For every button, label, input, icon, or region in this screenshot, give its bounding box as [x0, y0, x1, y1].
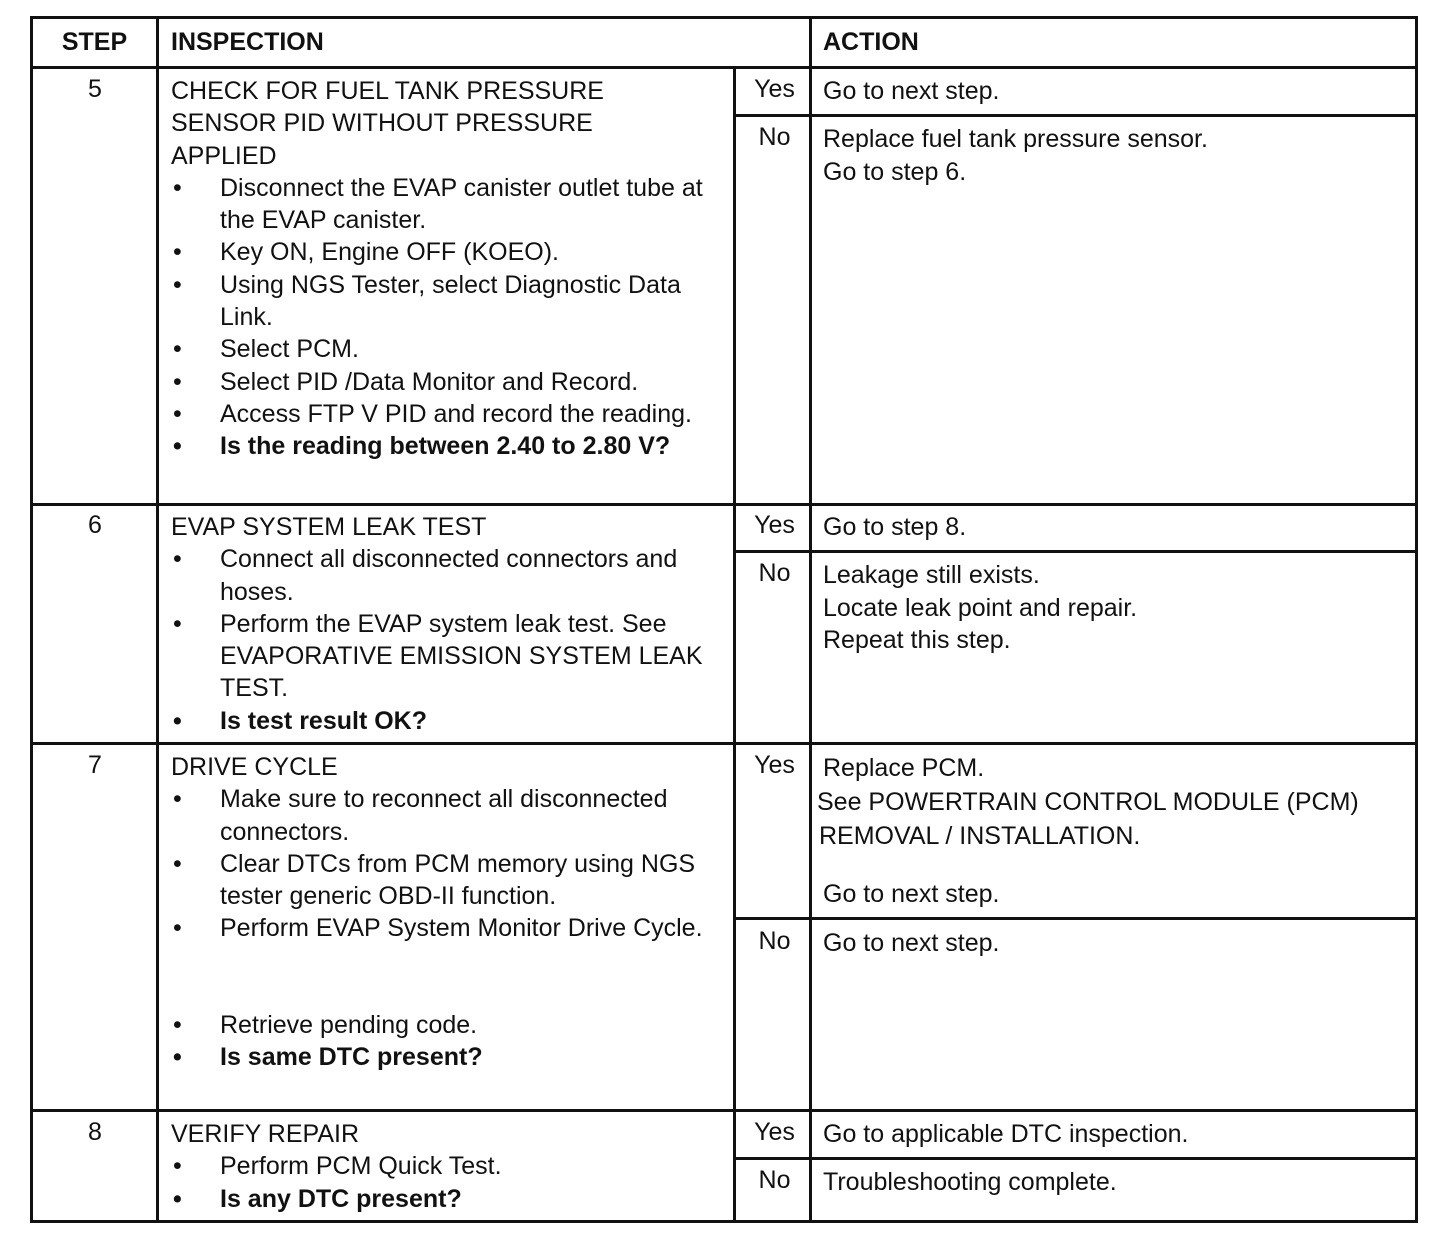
no-label: No: [758, 559, 791, 587]
yes-label: Yes: [754, 1118, 795, 1146]
no-label: No: [758, 123, 791, 151]
inspection-bullets: [171, 543, 736, 737]
list-item: • Key ON, Engine OFF (KOEO).: [171, 236, 736, 268]
bullet-icon: •: [173, 1010, 182, 1039]
bullet-icon: •: [173, 1043, 182, 1072]
yes-label: Yes: [754, 75, 795, 103]
no-label: No: [758, 927, 791, 955]
header-step: STEP: [61, 28, 128, 56]
header-inspection: INSPECTION: [171, 28, 324, 56]
bullet-icon: •: [173, 270, 182, 299]
inspection-cell: [171, 511, 736, 737]
inspection-question: • Is same DTC present?: [171, 1041, 736, 1073]
col-divider-step: [156, 19, 159, 1220]
bullet-icon: •: [173, 1152, 182, 1181]
bullet-icon: •: [173, 335, 182, 364]
header-action: ACTION: [823, 28, 919, 56]
list-item: • Make sure to reconnect all disconnected connectors.: [173, 785, 668, 846]
inspection-cell: [171, 1118, 736, 1215]
inspection-question: • Is the reading between 2.40 to 2.80 V?: [171, 430, 736, 462]
inspection-bullets: [171, 783, 736, 1073]
no-action: Leakage still exists. Locate leak point and repair. Repeat this step.: [823, 561, 1138, 654]
header-rule: [33, 66, 1415, 69]
no-action: Replace fuel tank pressure sensor. Go to step 6.: [823, 125, 1208, 186]
yes-label: Yes: [754, 511, 795, 539]
list-item: • Perform EVAP System Monitor Drive Cycle.: [171, 912, 736, 944]
list-item: • Disconnect the EVAP canister outlet tube at the EVAP canister.: [173, 173, 703, 235]
step-number: 8: [88, 1118, 102, 1146]
bullet-icon: •: [173, 367, 182, 396]
inspection-title: DRIVE CYCLE: [171, 753, 338, 781]
inspection-question: • Is any DTC present?: [171, 1183, 736, 1215]
bullet-icon: •: [173, 849, 182, 878]
no-label: No: [758, 1166, 791, 1194]
list-item: • Access FTP V PID and record the reading.: [171, 398, 736, 430]
inspection-bullets: [171, 172, 736, 463]
bullet-icon: •: [173, 432, 182, 461]
yes-label: Yes: [754, 751, 795, 779]
inspection-title: CHECK FOR FUEL TANK PRESSURE SENSOR PID WITHOUT PRESSURE APPLIED: [171, 77, 604, 170]
step-number: 7: [88, 751, 102, 779]
list-item: • Retrieve pending code.: [171, 1009, 736, 1041]
bullet-icon: •: [173, 173, 182, 202]
bullet-icon: •: [173, 399, 182, 428]
list-item: • Connect all disconnected connectors and hoses.: [173, 545, 678, 606]
step-number: 5: [88, 75, 102, 103]
bullet-icon: •: [173, 914, 182, 943]
bullet-icon: •: [173, 785, 182, 814]
step-number: 6: [88, 511, 102, 539]
row6-yes-rule: [733, 550, 1415, 553]
row6-rule: [33, 742, 1415, 745]
yes-action: Go to applicable DTC inspection.: [823, 1120, 1189, 1148]
inspection-question: • Is test result OK?: [171, 705, 736, 737]
row5-rule: [33, 503, 1415, 506]
inspection-bullets: [171, 1150, 736, 1215]
yes-action: Go to next step.: [823, 77, 1000, 105]
yes-action: Replace PCM. See POWERTRAIN CONTROL MODULE (PCM) REMOVAL / INSTALLATION. Go to next step.: [817, 754, 1359, 908]
inspection-title: VERIFY REPAIR: [171, 1120, 360, 1148]
bullet-icon: •: [173, 706, 182, 735]
bullet-icon: •: [173, 238, 182, 267]
row5-yes-rule: [733, 114, 1415, 117]
row7-yes-rule: [733, 917, 1415, 920]
bullet-icon: •: [173, 609, 182, 638]
col-divider-yesno: [809, 19, 812, 1220]
troubleshooting-table: [30, 16, 1418, 1223]
list-item: • Using NGS Tester, select Diagnostic Data Link.: [173, 270, 681, 332]
list-item: • Perform PCM Quick Test.: [171, 1150, 736, 1182]
inspection-cell: [171, 751, 736, 1073]
list-item: • Perform the EVAP system leak test. See EVAPORATIVE EMISSION SYSTEM LEAK TEST.: [173, 609, 703, 703]
list-item: • Select PID /Data Monitor and Record.: [171, 366, 736, 398]
list-item: • Select PCM.: [171, 333, 736, 365]
inspection-title: EVAP SYSTEM LEAK TEST: [171, 513, 487, 541]
bullet-icon: •: [173, 545, 182, 574]
yes-action: Go to step 8.: [823, 513, 967, 541]
inspection-cell: [171, 75, 736, 463]
no-action: Go to next step.: [823, 929, 1000, 957]
list-item: • Clear DTCs from PCM memory using NGS tester generic OBD-II function.: [173, 849, 696, 911]
row7-rule: [33, 1109, 1415, 1112]
row8-yes-rule: [733, 1157, 1415, 1160]
no-action: Troubleshooting complete.: [823, 1168, 1117, 1196]
bullet-icon: •: [173, 1184, 182, 1213]
